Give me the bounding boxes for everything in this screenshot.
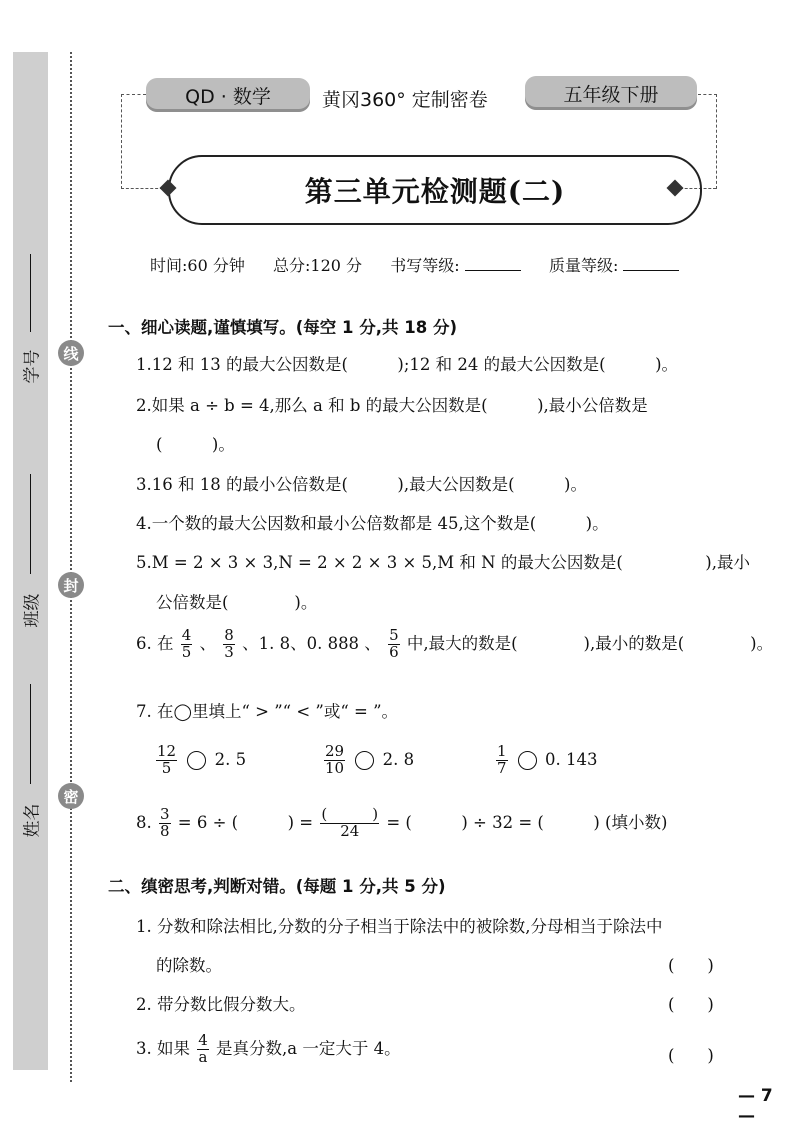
subject-badge: QD · 数学 [146, 78, 310, 112]
q2-3-fraction: $\frac{4}{a}$ [198, 1031, 208, 1066]
q7-value-2: 2. 8 [382, 749, 415, 769]
student-id-line [30, 254, 31, 332]
quality-grade-blank[interactable] [623, 256, 679, 271]
question-2-2: 2. 带分数比假分数大。 [136, 995, 306, 1014]
writing-grade-label: 书写等级: [390, 256, 460, 275]
compare-circle-1[interactable] [187, 751, 206, 770]
q6-fraction-2: $\frac{8}{3}$ [224, 626, 234, 661]
question-1-6 [136, 628, 773, 661]
q2-3-suffix: 是真分数,a 一定大于 4。 [216, 1038, 401, 1058]
q8-fraction-2: $\frac{( )}{24}$ [321, 805, 379, 840]
question-1-7: 7. 在◯里填上“ > ”“ < ”或“ = ”。 [136, 702, 399, 721]
q7-fraction-2: $\frac{29}{10}$ [325, 742, 345, 777]
header-frame-left-bottom [121, 188, 163, 189]
q7-value-1: 2. 5 [214, 749, 247, 769]
grade-badge: 五年级下册 [525, 76, 697, 110]
q6-fraction-1: $\frac{4}{5}$ [181, 626, 192, 661]
question-1-5-cont: 公倍数是( )。 [156, 593, 318, 612]
compare-circle-2[interactable] [355, 751, 374, 770]
class-line [30, 474, 31, 574]
q8-fraction-1: $\frac{3}{8}$ [160, 805, 170, 840]
question-2-3 [136, 1033, 401, 1066]
q8-part1: = 6 ÷ ( ) = [177, 812, 314, 832]
page-title: 第三单元检测题(二) [304, 175, 566, 208]
q6-suffix: 中,最大的数是( ),最小的数是( )。 [406, 633, 774, 653]
q6-fraction-3: $\frac{5}{6}$ [389, 626, 399, 661]
seal-line: 线 [58, 340, 84, 366]
question-1-3: 3.16 和 18 的最小公倍数是( ),最大公因数是( )。 [136, 475, 587, 494]
class-field [18, 474, 43, 628]
writing-grade-blank[interactable] [465, 256, 521, 271]
q7-compare-1 [154, 744, 246, 777]
page-number: — 7 — [738, 1086, 773, 1126]
name-field [18, 684, 43, 838]
judge-mark-1[interactable]: ( ) [668, 956, 714, 975]
header-frame-right [698, 94, 717, 189]
compare-circle-3[interactable] [518, 751, 537, 770]
q7-fraction-1: $\frac{12}{5}$ [157, 742, 177, 777]
time-info: 时间:60 分钟 [150, 256, 245, 275]
total-info: 总分:120 分 [273, 256, 363, 275]
q7-fraction-3: $\frac{1}{7}$ [497, 742, 507, 777]
class-label: 班级 [22, 593, 43, 628]
q6-mid: 、1. 8、0. 888 、 [242, 633, 381, 653]
q7-compare-3 [494, 744, 598, 777]
question-1-5: 5.M = 2 × 3 × 3,N = 2 × 2 × 3 × 5,M 和 N 的最大公因数是( ),最小 [136, 553, 750, 572]
judge-mark-2[interactable]: ( ) [668, 995, 714, 1014]
q7-value-3: 0. 143 [545, 749, 598, 769]
q2-3-prefix: 3. 如果 [136, 1038, 190, 1058]
header-frame-left [121, 94, 146, 189]
question-1-2: 2.如果 a ÷ b = 4,那么 a 和 b 的最大公因数是( ),最小公倍数是 [136, 396, 648, 415]
student-id-label: 学号 [22, 349, 43, 384]
question-1-4: 4.一个数的最大公因数和最小公倍数都是 45,这个数是( )。 [136, 514, 609, 533]
question-1-8 [136, 807, 667, 840]
cut-line [70, 52, 72, 1082]
question-2-1-cont: 的除数。 [156, 956, 222, 975]
student-id-field [18, 254, 43, 384]
name-line [30, 684, 31, 784]
q8-label: 8. [136, 812, 152, 832]
question-1-1: 1.12 和 13 的最大公因数是( );12 和 24 的最大公因数是( )。 [136, 355, 679, 374]
quality-grade-label: 质量等级: [548, 256, 619, 275]
title-box [168, 155, 702, 225]
seal-secret: 密 [58, 783, 84, 809]
judge-mark-3[interactable]: ( ) [668, 1046, 714, 1065]
q6-prefix: 6. 在 [136, 633, 174, 653]
section1-heading: 一、细心读题,谨慎填写。(每空 1 分,共 18 分) [108, 318, 458, 337]
q6-sep: 、 [199, 633, 217, 653]
brand-title: 黄冈360° 定制密卷 [322, 89, 488, 111]
seal-seal: 封 [58, 572, 84, 598]
section2-heading: 二、缜密思考,判断对错。(每题 1 分,共 5 分) [108, 877, 446, 896]
q7-compare-2 [322, 744, 414, 777]
name-label: 姓名 [22, 803, 43, 838]
question-2-1: 1. 分数和除法相比,分数的分子相当于除法中的被除数,分母相当于除法中 [136, 917, 663, 936]
q8-part2: = ( ) ÷ 32 = ( ) (填小数) [386, 812, 668, 832]
question-1-2-cont: ( )。 [156, 435, 235, 454]
exam-info [150, 253, 679, 276]
